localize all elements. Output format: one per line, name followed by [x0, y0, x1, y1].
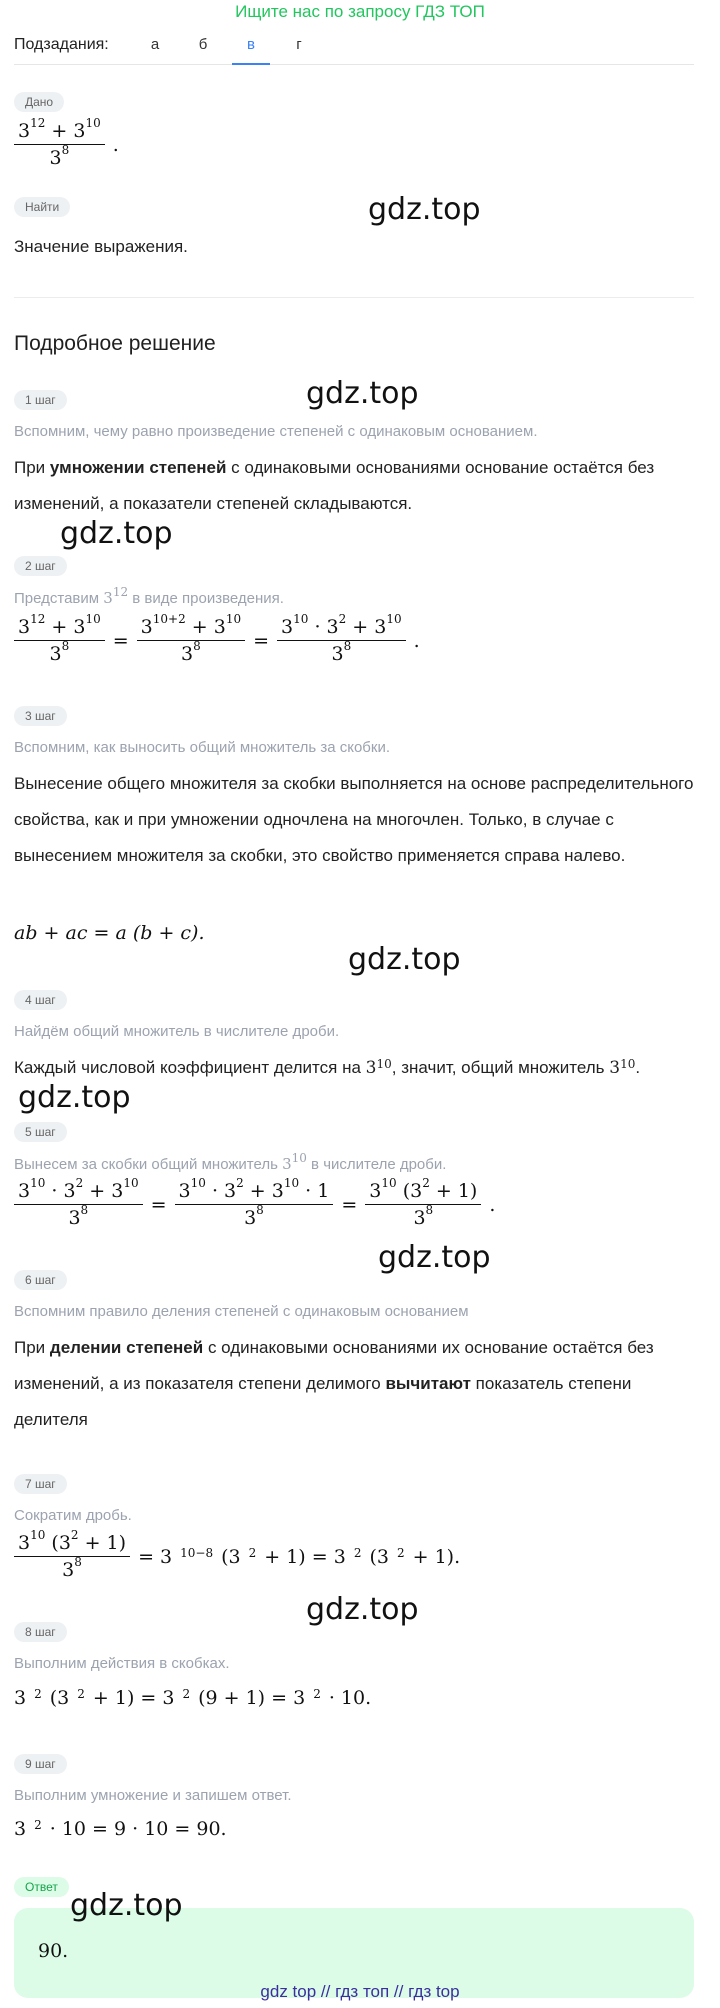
- step-3-formula: ab + ac = a (b + c).: [14, 922, 205, 944]
- subtask-tabs: [14, 32, 694, 65]
- step-8-badge: 8 шаг: [14, 1622, 67, 1642]
- search-banner: Ищите нас по запросу ГДЗ ТОП: [235, 2, 485, 21]
- given-expression: $\frac{3^{12} + 3^{10}}{3^8}$ .: [14, 120, 119, 169]
- answer-badge: Ответ: [14, 1877, 69, 1897]
- step-2-badge: 2 шаг: [14, 556, 67, 576]
- step-9-badge: 9 шаг: [14, 1754, 67, 1774]
- step-7-badge: 7 шаг: [14, 1474, 67, 1494]
- step-4-badge: 4 шаг: [14, 990, 67, 1010]
- step-9-hint: Выполним умножение и запишем ответ.: [14, 1787, 292, 1804]
- find-badge: Найти: [14, 197, 70, 217]
- step-3-hint: Вспомним, как выносить общий множитель за скобки.: [14, 739, 390, 756]
- watermark: gdz.top: [60, 516, 173, 551]
- tab-g[interactable]: г: [296, 36, 302, 53]
- step-1-text: При умножении степеней с одинаковыми основаниями основание остаётся без изменений, а показатели степеней складываются.: [14, 458, 655, 513]
- step-5-hint: Вынесем за скобки общий множитель $3^{10}$ в числителе дроби.: [14, 1151, 447, 1173]
- given-badge: Дано: [14, 92, 64, 112]
- solution-title: Подробное решение: [14, 332, 216, 355]
- step-6-text: При делении степеней с одинаковыми основаниями их основание остаётся без изменений, а из показателя степени делимого вычитают показатель степени делителя: [14, 1338, 654, 1429]
- watermark: gdz.top: [306, 376, 419, 411]
- step-5-badge: 5 шаг: [14, 1122, 67, 1142]
- step-8-expression: 3 $^2$ (3 $^2$ + 1) = 3 $^2$ (9 + 1) = 3 $^2$ · 10.: [14, 1687, 372, 1709]
- subtasks-label: Подзадания:: [14, 36, 109, 53]
- tab-v[interactable]: в: [232, 36, 270, 65]
- step-6-hint: Вспомним правило деления степеней с одинаковым основанием: [14, 1303, 469, 1320]
- watermark: gdz.top: [18, 1080, 131, 1115]
- step-4-hint: Найдём общий множитель в числителе дроби.: [14, 1023, 340, 1040]
- step-5-expression: $\frac{3^{10} \cdot 3^2 + 3^{10}}{3^8}$ = $\frac{3^{10} \cdot 3^2 + 3^{10} \cdot 1}{3^8}$ = $\frac{3^{10} (3^2 + 1)}{3^8}$ .: [14, 1180, 495, 1229]
- step-1-hint: Вспомним, чему равно произведение степеней с одинаковым основанием.: [14, 423, 538, 440]
- step-8-hint: Выполним действия в скобках.: [14, 1655, 230, 1672]
- watermark: gdz.top: [368, 192, 481, 227]
- step-4-text: Каждый числовой коэффициент делится на $3^{10}$, значит, общий множитель $3^{10}$.: [14, 1057, 641, 1078]
- answer-value: 90.: [38, 1940, 69, 1962]
- watermark: gdz.top: [70, 1888, 183, 1923]
- step-7-hint: Сократим дробь.: [14, 1507, 132, 1524]
- find-text: Значение выражения.: [14, 237, 188, 256]
- tab-a[interactable]: а: [150, 36, 160, 53]
- step-3-text: Вынесение общего множителя за скобки выполняется на основе распределительного свойства, как и при умножении одночлена на многочлен. Только, в случае с вынесением множителя за скобки, это свойство применяется справа налево.: [14, 774, 694, 865]
- watermark: gdz.top: [378, 1240, 491, 1275]
- watermark: gdz.top: [348, 942, 461, 977]
- step-1-badge: 1 шаг: [14, 390, 67, 410]
- divider: [14, 297, 694, 298]
- tab-b[interactable]: б: [198, 36, 208, 53]
- footer-links[interactable]: gdz top // гдз топ // гдз top: [260, 1982, 460, 2001]
- step-6-badge: 6 шаг: [14, 1270, 67, 1290]
- step-2-hint: Представим $3^{12}$ в виде произведения.: [14, 585, 284, 607]
- step-2-expression: $\frac{3^{12} + 3^{10}}{3^8}$ = $\frac{3^{10+2} + 3^{10}}{3^8}$ = $\frac{3^{10} \cdot 3^2 + 3^{10}}{3^8}$ .: [14, 616, 420, 665]
- step-9-expression: 3 $^2$ · 10 = 9 · 10 = 90.: [14, 1818, 227, 1840]
- step-3-badge: 3 шаг: [14, 706, 67, 726]
- step-7-expression: $\frac{3^{10} (3^2 + 1)}{3^8}$ = 3 $^{10-8}$ (3 $^2$ + 1) = 3 $^2$ (3 $^2$ + 1).: [14, 1532, 460, 1581]
- watermark: gdz.top: [306, 1592, 419, 1627]
